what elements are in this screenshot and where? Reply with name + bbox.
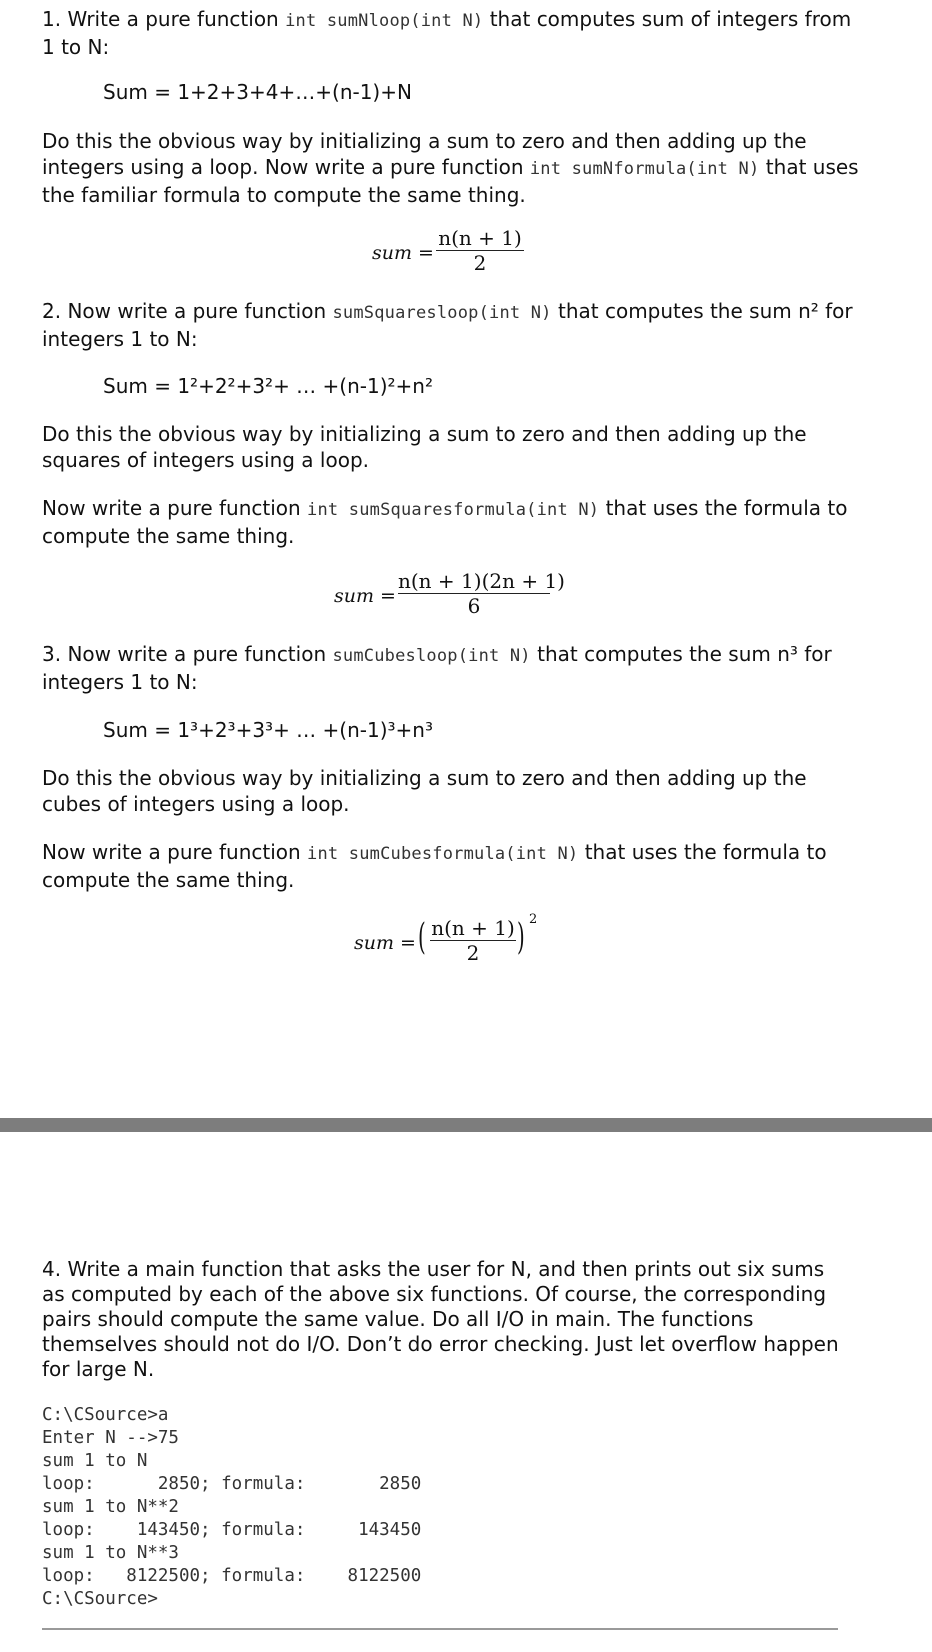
code-sumNformula: int sumNformula(int N) bbox=[529, 159, 760, 179]
terminal-line: loop: 143450; formula: 143450 bbox=[42, 1520, 422, 1540]
formula-lhs: sum = bbox=[354, 932, 416, 954]
right-paren: ) bbox=[517, 917, 525, 958]
formula-numerator: n(n + 1) bbox=[431, 916, 515, 940]
terminal-line: loop: 8122500; formula: 8122500 bbox=[42, 1566, 422, 1586]
formula-numerator: n(n + 1)(2n + 1) bbox=[398, 569, 565, 593]
formula-denominator: 2 bbox=[473, 251, 487, 275]
problem-2-intro: 2. Now write a pure function sumSquaresloop(int N) that computes the sum n² for integers 1 to N: bbox=[42, 299, 853, 351]
formula-numerator: n(n + 1) bbox=[438, 226, 522, 250]
problem-1-series: Sum = 1+2+3+4+…+(n-1)+N bbox=[103, 80, 412, 104]
terminal-output bbox=[42, 1404, 421, 1611]
code-sumSquaresloop: sumSquaresloop(int N) bbox=[332, 303, 552, 323]
terminal-line: sum 1 to N**3 bbox=[42, 1543, 179, 1563]
bottom-rule bbox=[42, 1628, 838, 1630]
problem-2-formula-intro: Now write a pure function int sumSquaresformula(int N) that uses the formula to compute the same thing. bbox=[42, 496, 848, 548]
formula-sum-squares bbox=[332, 569, 572, 625]
problem-2-obvious: Do this the obvious way by initializing a sum to zero and then adding up the squares of integers using a loop. bbox=[42, 422, 807, 472]
left-paren: ( bbox=[418, 917, 426, 958]
formula-denominator: 2 bbox=[466, 941, 480, 965]
problem-3-obvious: Do this the obvious way by initializing a sum to zero and then adding up the cubes of integers using a loop. bbox=[42, 766, 807, 816]
problem-2-series: Sum = 1²+2²+3²+ … +(n-1)²+n² bbox=[103, 374, 433, 398]
terminal-line: sum 1 to N**2 bbox=[42, 1497, 179, 1517]
problem-1-obvious: Do this the obvious way by initializing a sum to zero and then adding up the integers using a loop. Now write a pure function int sumNformula(int N) that uses the familiar formula to compute the same thing. bbox=[42, 129, 859, 207]
problem-4-text: 4. Write a main function that asks the user for N, and then prints out six sums as computed by each of the above six functions. Of course, the corresponding pairs should compute the same value. Do all I/O in main. The functions themselves should not do I/O. Don’t do error checking. Just let overflow happen for large N. bbox=[42, 1257, 839, 1381]
code-sumCubesloop: sumCubesloop(int N) bbox=[332, 646, 531, 666]
terminal-line: C:\CSource>a bbox=[42, 1405, 169, 1425]
problem-3-series: Sum = 1³+2³+3³+ … +(n-1)³+n³ bbox=[103, 718, 433, 742]
problem-1-intro: 1. Write a pure function int sumNloop(int N) that computes sum of integers from 1 to N: bbox=[42, 7, 852, 59]
formula-sum-cubes bbox=[352, 912, 552, 972]
code-sumCubesformula: int sumCubesformula(int N) bbox=[307, 844, 579, 864]
terminal-line: C:\CSource> bbox=[42, 1589, 158, 1609]
terminal-line: Enter N -->75 bbox=[42, 1428, 179, 1448]
terminal-line: loop: 2850; formula: 2850 bbox=[42, 1474, 422, 1494]
code-sumSquaresformula: int sumSquaresformula(int N) bbox=[307, 500, 600, 520]
formula-lhs: sum = bbox=[372, 242, 434, 264]
formula-exponent: 2 bbox=[529, 912, 538, 927]
page-divider bbox=[0, 1118, 932, 1132]
formula-sum-n bbox=[370, 226, 530, 282]
formula-lhs: sum = bbox=[334, 585, 396, 607]
problem-3-intro: 3. Now write a pure function sumCubesloop(int N) that computes the sum n³ for integers 1 to N: bbox=[42, 642, 832, 694]
code-sumNloop: int sumNloop(int N) bbox=[285, 11, 484, 31]
problem-3-formula-intro: Now write a pure function int sumCubesformula(int N) that uses the formula to compute the same thing. bbox=[42, 840, 827, 892]
formula-denominator: 6 bbox=[467, 594, 481, 618]
terminal-line: sum 1 to N bbox=[42, 1451, 148, 1471]
